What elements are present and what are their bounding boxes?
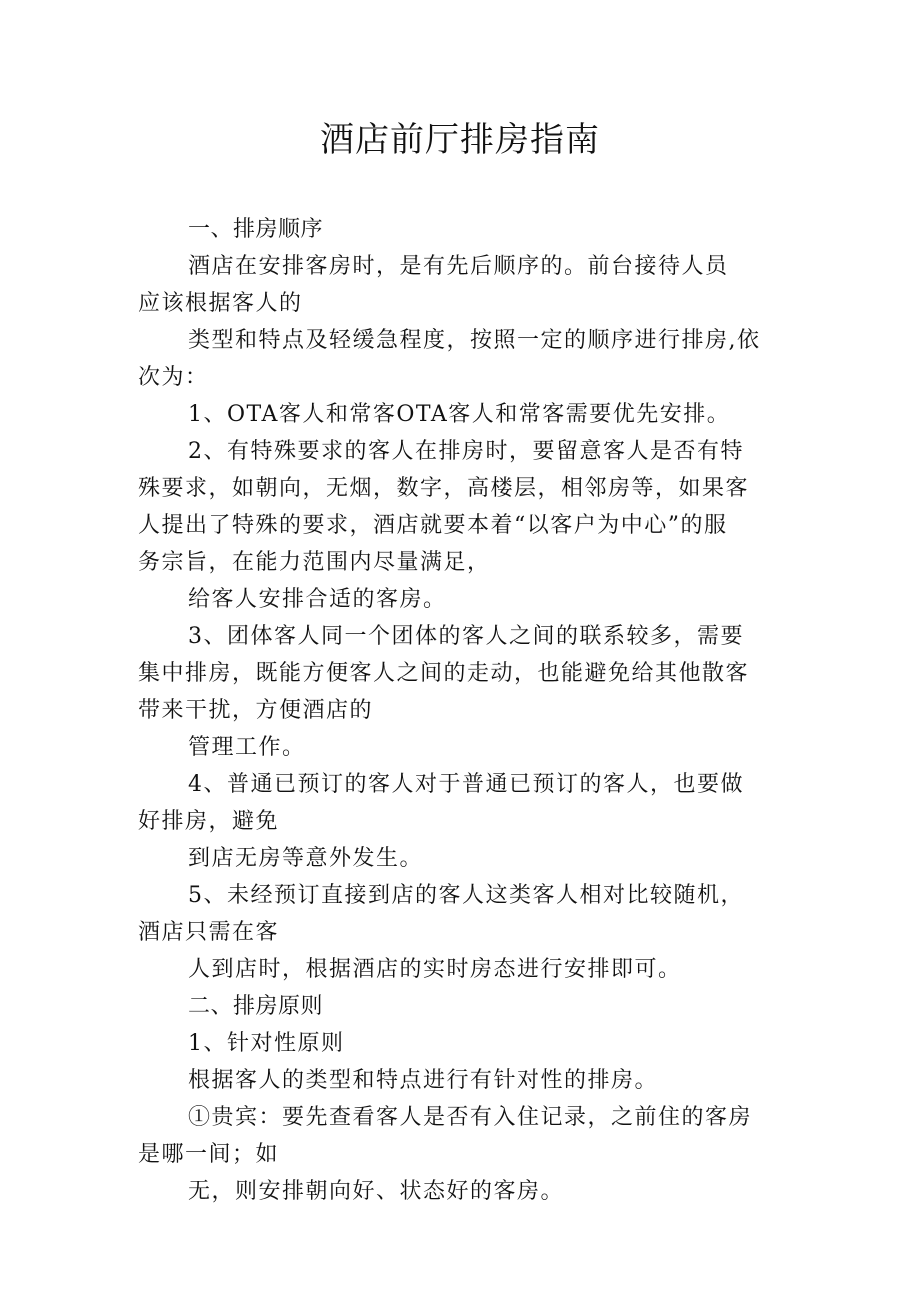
text-line: 根据客人的类型和特点进行有针对性的排房。	[188, 1068, 659, 1093]
text-line: 3、团体客人同一个团体的客人之间的联系较多，需要	[188, 624, 744, 649]
text-line: 2、有特殊要求的客人在排房时，要留意客人是否有特	[188, 439, 744, 464]
text-line: 务宗旨，在能力范围内尽量满足，	[138, 550, 491, 575]
section-heading: 二、排房原则	[188, 994, 324, 1019]
section-heading: 一、排房顺序	[188, 217, 324, 242]
text-line: 殊要求，如朝向，无烟，数字，高楼层，相邻房等，如果客	[138, 476, 750, 501]
document-body	[138, 211, 798, 1210]
text-line: 人提出了特殊的要求，酒店就要本着“以客户为中心”的服	[138, 513, 728, 538]
text-line: 给客人安排合适的客房。	[188, 587, 447, 612]
text-line: ①贵宾：要先查看客人是否有入住记录，之前住的客房	[188, 1105, 753, 1130]
text-line: 带来干扰，方便酒店的	[138, 698, 374, 723]
text-line: 类型和特点及轻缓急程度，按照一定的顺序进行排房,依	[188, 328, 761, 353]
text-line: 4、普通已预订的客人对于普通已预订的客人，也要做	[188, 772, 744, 797]
text-line: 管理工作。	[188, 735, 306, 760]
text-line: 人到店时，根据酒店的实时房态进行安排即可。	[188, 957, 682, 982]
text-line: 1、针对性原则	[188, 1031, 345, 1056]
text-line: 酒店只需在客	[138, 920, 280, 945]
text-line: 是哪一间；如	[138, 1142, 280, 1167]
text-line: 5、未经预订直接到店的客人这类客人相对比较随机，	[188, 883, 744, 908]
text-line: 1、OTA客人和常客OTA客人和常客需要优先安排。	[188, 402, 731, 427]
text-line: 集中排房，既能方便客人之间的走动，也能避免给其他散客	[138, 661, 750, 686]
text-line: 无，则安排朝向好、状态好的客房。	[188, 1179, 565, 1204]
text-line: 好排房，避免	[138, 809, 280, 834]
text-line: 到店无房等意外发生。	[188, 846, 424, 871]
text-line: 酒店在安排客房时，是有先后顺序的。前台接待人员	[188, 254, 729, 279]
text-line: 应该根据客人的	[138, 291, 303, 316]
document-title: 酒店前厅排房指南	[320, 120, 600, 160]
text-line: 次为：	[138, 365, 209, 390]
